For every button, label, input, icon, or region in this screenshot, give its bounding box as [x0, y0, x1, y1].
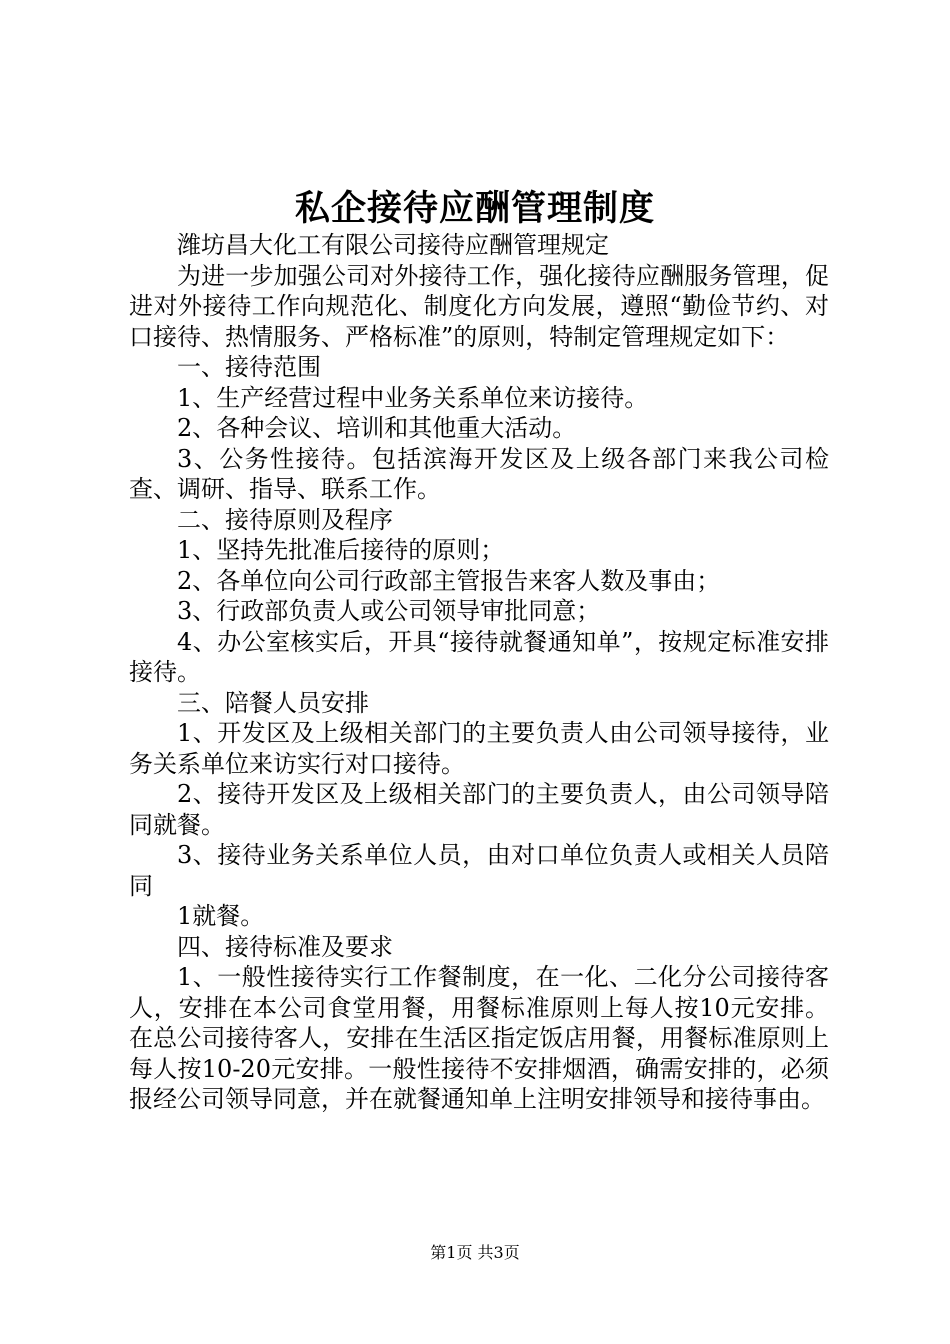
paragraph: 1、生产经营过程中业务关系单位来访接待。 [177, 383, 649, 412]
paragraph: 1、坚持先批准后接待的原则； [177, 536, 505, 564]
paragraph: 1、一般性接待实行工作餐制度，在一化、二化分公司接待客人，安排在本公司食堂用餐，用餐标准原则上每人按10元安排。在总公司接待客人，安排在生活区指定饭店用餐，用餐标准原则上每人按10-20元安排。一般性接待不安排烟酒，确需安排的，必须报经公司领导同意，并在就餐通知单上注明安排领导和接待事由。 [129, 963, 829, 1113]
section-heading-1: 一、接待范围 [177, 353, 321, 381]
paragraph: 1、开发区及上级相关部门的主要负责人由公司领导接待，业务关系单位来访实行对口接待。 [129, 719, 829, 778]
paragraph: 3、公务性接待。包括滨海开发区及上级各部门来我公司检查、调研、指导、联系工作。 [129, 444, 829, 503]
intro-paragraph: 为进一步加强公司对外接待工作，强化接待应酬服务管理，促进对外接待工作向规范化、制度化方向发展，遵照“勤俭节约、对口接待、热情服务、严格标准”的原则，特制定管理规定如下： [129, 261, 829, 351]
document-title: 私企接待应酬管理制度 [294, 188, 655, 229]
paragraph: 2、各种会议、培训和其他重大活动。 [177, 414, 577, 442]
section-heading-3: 三、陪餐人员安排 [177, 688, 369, 717]
paragraph: 1就餐。 [177, 902, 265, 930]
paragraph: 2、各单位向公司行政部主管报告来客人数及事由； [177, 566, 721, 595]
page-footer: 第1页 共3页 [430, 1243, 520, 1262]
paragraph: 3、接待业务关系单位人员，由对口单位负责人或相关人员陪同 [129, 841, 829, 900]
subtitle-paragraph: 潍坊昌大化工有限公司接待应酬管理规定 [177, 231, 609, 259]
section-heading-4: 四、接待标准及要求 [177, 932, 393, 961]
paragraph: 4、办公室核实后，开具“接待就餐通知单”，按规定标准安排接待。 [129, 627, 829, 686]
paragraph: 2、接待开发区及上级相关部门的主要负责人，由公司领导陪同就餐。 [129, 780, 829, 839]
document-body [129, 230, 829, 1115]
section-heading-2: 二、接待原则及程序 [177, 505, 393, 534]
paragraph: 3、行政部负责人或公司领导审批同意； [177, 597, 601, 625]
